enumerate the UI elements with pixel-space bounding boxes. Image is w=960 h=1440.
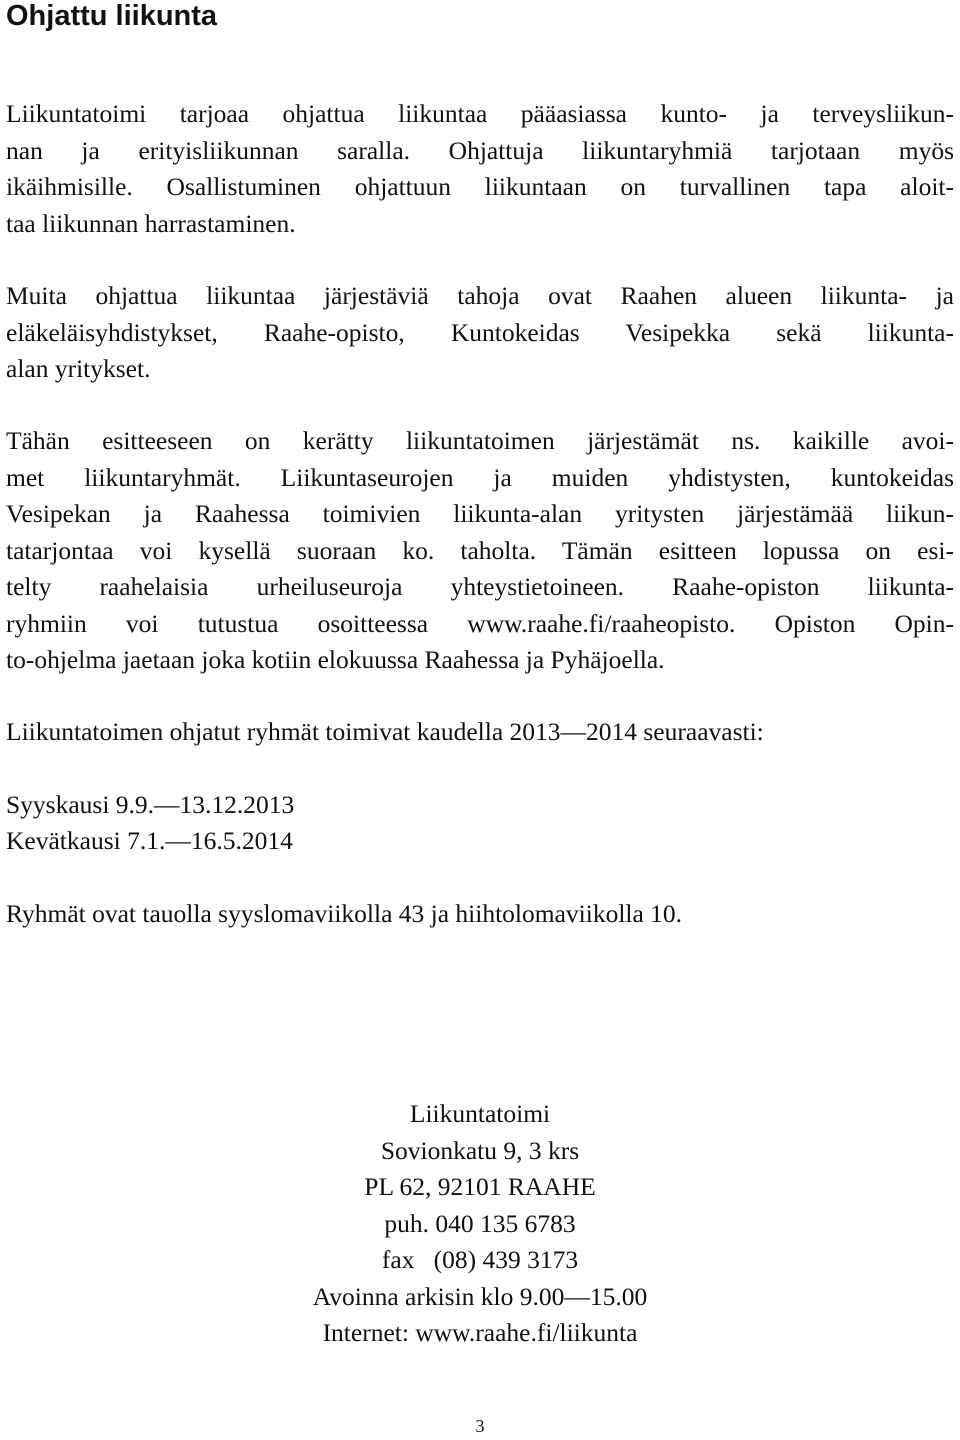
paragraph-line: met liikuntaryhmät. Liikuntaseurojen ja muiden yhdistysten, kuntokeidas (6, 462, 954, 492)
contact-fax: fax (08) 439 3173 (381, 1245, 579, 1274)
paragraph-line: ryhmiin voi tutustua osoitteessa www.raahe.fi/raaheopisto. Opiston Opin- (6, 608, 954, 638)
paragraph-line: Tähän esitteeseen on kerätty liikuntatoimen järjestämät ns. kaikille avoi- (6, 426, 954, 455)
paragraph-line: telty raahelaisia urheiluseuroja yhteystietoineen. Raahe-opiston liikunta- (6, 572, 954, 601)
paragraph-line: ikäihmisille. Osallistuminen ohjattuun liikuntaan on turvallinen tapa aloit- (6, 172, 954, 201)
paragraph-line: Liikuntatoimi tarjoaa ohjattua liikuntaa pääasiassa kunto- ja terveysliikun- (6, 99, 954, 128)
contact-internet: Internet: www.raahe.fi/liikunta (322, 1318, 638, 1347)
holiday-breaks: Ryhmät ovat tauolla syyslomaviikolla 43 ja hiihtolomaviikolla 10. (6, 899, 683, 928)
paragraph-line: Vesipekan ja Raahessa toimivien liikunta-alan yritysten järjestämää liikun- (6, 499, 954, 528)
page-number: 3 (475, 1416, 485, 1436)
paragraph-line: Muita ohjattua liikuntaa järjestäviä tahoja ovat Raahen alueen liikunta- ja (6, 281, 954, 310)
contact-street: Sovionkatu 9, 3 krs (380, 1135, 580, 1165)
season-intro: Liikuntatoimen ohjatut ryhmät toimivat kaudella 2013—2014 seuraavasti: (6, 717, 764, 746)
paragraph-line: nan ja erityisliikunnan saralla. Ohjattuja liikuntaryhmiä tarjotaan myös (6, 135, 954, 165)
paragraph-line: eläkeläisyhdistykset, Raahe-opisto, Kuntokeidas Vesipekka sekä liikunta- (6, 317, 954, 347)
intro-paragraph (6, 96, 954, 242)
paragraph-line: to-ohjelma jaetaan joka kotiin elokuussa Raahessa ja Pyhäjoella. (6, 645, 665, 674)
paragraph-line: tatarjontaa voi kysellä suoraan ko. taholta. Tämän esitteen lopussa on esi- (6, 535, 954, 565)
paragraph-line: alan yritykset. (6, 354, 151, 383)
contact-hours: Avoinna arkisin klo 9.00—15.00 (312, 1281, 648, 1311)
spring-season: Kevätkausi 7.1.—16.5.2014 (6, 826, 293, 855)
contact-org: Liikuntatoimi (409, 1099, 551, 1128)
paragraph-line: taa liikunnan harrastaminen. (6, 208, 296, 238)
contact-block (6, 1096, 954, 1352)
autumn-season: Syyskausi 9.9.—13.12.2013 (6, 790, 295, 819)
page-title: Ohjattu liikunta (6, 0, 218, 32)
organizers-paragraph (6, 278, 954, 388)
contact-phone: puh. 040 135 6783 (384, 1208, 576, 1238)
contact-postal: PL 62, 92101 RAAHE (364, 1172, 596, 1201)
brochure-info-paragraph (6, 423, 954, 679)
